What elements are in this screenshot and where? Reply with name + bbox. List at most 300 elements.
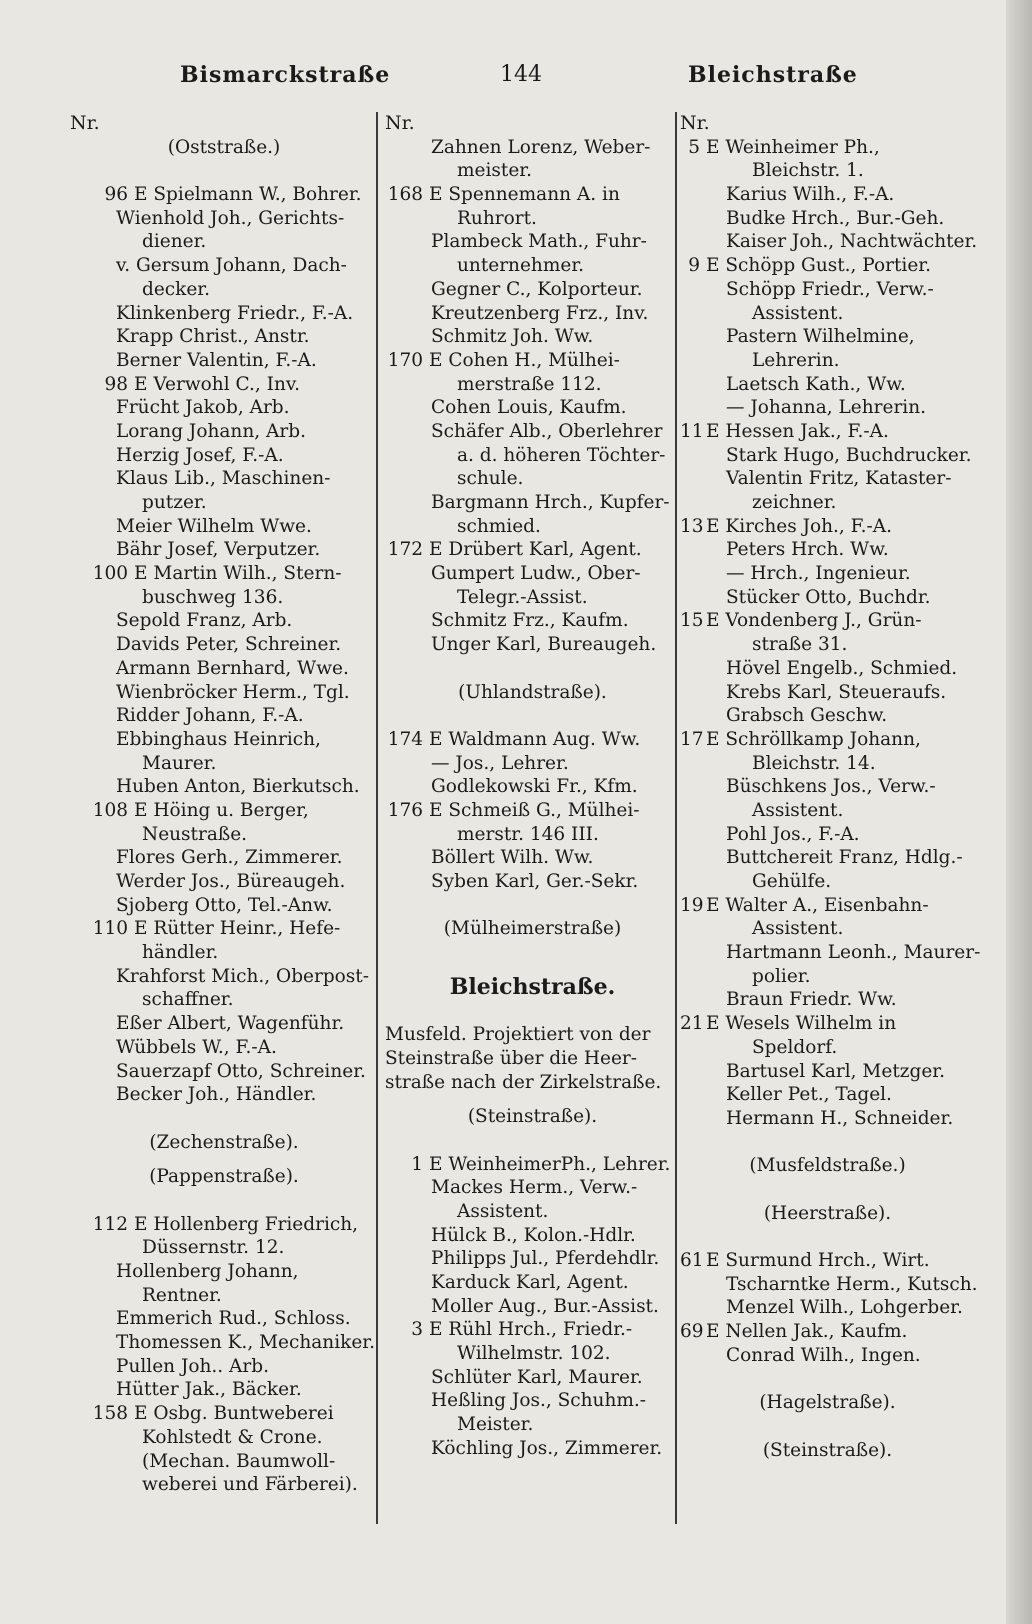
spacer xyxy=(385,1129,680,1153)
entry-text: — Johanna, Lehrerin. xyxy=(726,397,926,419)
house-number: 170 xyxy=(387,349,423,371)
entry-text: (Musfeldstraße.) xyxy=(749,1155,906,1177)
resident-entry xyxy=(680,988,975,1012)
resident-entry xyxy=(70,325,378,349)
resident-entry xyxy=(680,302,975,326)
house-entry xyxy=(70,799,378,823)
entry-text: decker. xyxy=(142,278,211,300)
entry-text: Schmitz Joh. Ww. xyxy=(431,326,594,348)
house-entry xyxy=(70,917,378,941)
house-number: 98 xyxy=(104,373,128,395)
resident-entry xyxy=(70,941,378,965)
house-number: 61 xyxy=(680,1250,704,1271)
entry-text: Bähr Josef, Verputzer. xyxy=(116,539,321,561)
entry-text: Assistent. xyxy=(457,1200,549,1222)
spacer xyxy=(680,1367,975,1391)
entry-text: meister. xyxy=(457,160,532,182)
house-number: 168 xyxy=(387,184,423,206)
entry-text: (Heerstraße). xyxy=(763,1202,892,1224)
resident-entry xyxy=(70,1450,378,1474)
street-heading xyxy=(385,681,680,705)
entry-text: Valentin Fritz, Kataster- xyxy=(726,468,952,490)
entry-text: schmied. xyxy=(457,515,541,537)
entry-text: — Hrch., Ingenieur. xyxy=(726,563,911,585)
resident-entry xyxy=(680,586,975,610)
spacer xyxy=(385,999,680,1023)
entry-text: Hövel Engelb., Schmied. xyxy=(726,657,958,679)
entry-text: Gumpert Ludw., Ober- xyxy=(431,563,641,585)
entry-text: Sepold Franz, Arb. xyxy=(116,610,293,632)
house-number: 17 xyxy=(680,728,704,750)
entry-text: E Vondenberg J., Grün- xyxy=(706,610,922,632)
entry-text: Keller Pet., Tagel. xyxy=(726,1084,892,1106)
entry-text: E Hessen Jak., F.-A. xyxy=(706,420,889,442)
resident-entry xyxy=(70,894,378,918)
entry-text: schule. xyxy=(457,468,524,490)
entry-text: E Spielmann W., Bohrer. xyxy=(134,184,362,206)
spacer xyxy=(385,1094,680,1105)
entry-text: Berner Valentin, F.-A. xyxy=(116,349,317,371)
entry-text: E Schmeiß G., Mülhei- xyxy=(429,799,640,821)
resident-entry xyxy=(70,254,378,278)
entry-text: Ridder Johann, F.-A. xyxy=(116,705,304,727)
resident-entry xyxy=(680,1344,975,1368)
house-number: 158 xyxy=(92,1403,128,1425)
house-entry xyxy=(385,349,680,373)
entry-text: Assistent. xyxy=(752,918,844,940)
entry-text: Telegr.-Assist. xyxy=(457,586,588,608)
resident-entry xyxy=(680,681,975,705)
resident-entry xyxy=(70,657,378,681)
resident-entry xyxy=(385,230,680,254)
resident-entry xyxy=(385,1342,680,1366)
resident-entry xyxy=(70,752,378,776)
resident-entry xyxy=(680,799,975,823)
street-heading xyxy=(385,973,680,1000)
entry-text: a. d. höheren Töchter- xyxy=(457,444,666,466)
entry-text: Budke Hrch., Bur.-Geh. xyxy=(726,207,945,229)
resident-entry xyxy=(385,207,680,231)
house-number: 5 xyxy=(688,136,700,158)
header-right-street: Bleichstraße xyxy=(688,62,858,88)
entry-text: Düssernstr. 12. xyxy=(142,1237,285,1259)
entry-text: Speldorf. xyxy=(752,1036,838,1058)
entry-text: E Schröllkamp Johann, xyxy=(706,728,921,750)
resident-entry xyxy=(385,1437,680,1461)
house-entry xyxy=(70,183,378,207)
entry-text: Conrad Wilh., Ingen. xyxy=(726,1344,921,1366)
resident-entry xyxy=(385,1071,680,1095)
house-number: 110 xyxy=(92,918,128,940)
resident-entry xyxy=(385,159,680,183)
resident-entry xyxy=(70,538,378,562)
entry-text: (Zechenstraße). xyxy=(149,1131,299,1153)
entry-text: Ruhrort. xyxy=(457,207,537,229)
resident-entry xyxy=(680,1107,975,1131)
house-number: 13 xyxy=(680,515,704,537)
spacer xyxy=(385,704,680,728)
scan-edge xyxy=(1006,0,1032,1624)
resident-entry xyxy=(680,491,975,515)
resident-entry xyxy=(680,704,975,728)
resident-entry xyxy=(680,538,975,562)
entry-text: merstraße 112. xyxy=(457,373,602,395)
entry-text: Hermann H., Schneider. xyxy=(726,1107,954,1129)
resident-entry xyxy=(70,846,378,870)
resident-entry xyxy=(70,1426,378,1450)
house-entry xyxy=(680,894,975,918)
entry-text: E WeinheimerPh., Lehrer. xyxy=(429,1153,671,1175)
resident-entry xyxy=(680,373,975,397)
entry-text: Assistent. xyxy=(752,799,844,821)
street-heading xyxy=(385,917,680,941)
entry-text: Zahnen Lorenz, Weber- xyxy=(431,136,651,158)
column-1 xyxy=(70,112,378,1497)
entry-text: Grabsch Geschw. xyxy=(726,705,888,727)
resident-entry xyxy=(70,396,378,420)
entry-text: E Walter A., Eisenbahn- xyxy=(706,894,929,916)
entry-text: Meier Wilhelm Wwe. xyxy=(116,515,312,537)
entry-text: Becker Joh., Händler. xyxy=(116,1084,317,1106)
resident-entry xyxy=(70,467,378,491)
entry-text: Bargmann Hrch., Kupfer- xyxy=(431,492,670,513)
entry-text: Assistent. xyxy=(752,302,844,324)
house-entry xyxy=(680,1249,975,1273)
resident-entry xyxy=(385,278,680,302)
house-number: 172 xyxy=(387,539,423,561)
entry-text: Menzel Wilh., Lohgerber. xyxy=(726,1297,963,1319)
resident-entry xyxy=(70,515,378,539)
entry-text: (Uhlandstraße). xyxy=(458,681,607,703)
entry-text: E Osbg. Buntweberei xyxy=(134,1403,334,1425)
resident-entry xyxy=(70,278,378,302)
entry-text: Peters Hrch. Ww. xyxy=(726,539,889,561)
resident-entry xyxy=(385,1224,680,1248)
street-heading xyxy=(680,1439,975,1463)
resident-entry xyxy=(680,1273,978,1297)
street-heading xyxy=(680,1391,975,1415)
entry-text: E Schöpp Gust., Portier. xyxy=(706,255,931,277)
resident-entry xyxy=(70,491,378,515)
entry-text: Köchling Jos., Zimmerer. xyxy=(431,1437,663,1459)
entry-text: Thomessen K., Mechaniker. xyxy=(116,1332,375,1354)
entry-text: straße nach der Zirkelstraße. xyxy=(385,1071,662,1093)
resident-entry xyxy=(385,562,680,586)
entry-text: putzer. xyxy=(142,492,207,513)
spacer xyxy=(70,1189,378,1213)
resident-entry xyxy=(680,870,975,894)
entry-text: Eßer Albert, Wagenführ. xyxy=(116,1013,345,1035)
house-entry xyxy=(680,1012,975,1036)
entry-text: Schlüter Karl, Maurer. xyxy=(431,1366,643,1388)
house-entry xyxy=(680,1320,975,1344)
resident-entry xyxy=(680,444,975,468)
resident-entry xyxy=(70,586,378,610)
entry-text: Armann Bernhard, Wwe. xyxy=(116,657,349,679)
entry-text: E Waldmann Aug. Ww. xyxy=(429,728,641,750)
entry-text: Kaiser Joh., Nachtwächter. xyxy=(726,231,978,253)
house-entry xyxy=(385,1318,680,1342)
resident-entry xyxy=(385,396,680,420)
entry-text: E Cohen H., Mülhei- xyxy=(429,349,620,371)
entry-text: Emmerich Rud., Schloss. xyxy=(116,1308,351,1330)
resident-entry xyxy=(680,349,975,373)
entry-text: — Jos., Lehrer. xyxy=(431,752,569,774)
resident-entry xyxy=(70,870,378,894)
entry-text: Wienbröcker Herm., Tgl. xyxy=(116,681,350,703)
resident-entry xyxy=(680,775,975,799)
resident-entry xyxy=(385,1389,680,1413)
entry-text: händler. xyxy=(142,942,219,964)
resident-entry xyxy=(70,988,378,1012)
entry-text: E Hollenberg Friedrich, xyxy=(134,1213,359,1235)
entry-text: Schäfer Alb., Oberlehrer xyxy=(431,420,663,442)
entry-text: E Spennemann A. in xyxy=(429,184,620,206)
street-heading xyxy=(680,1202,975,1226)
house-number: 21 xyxy=(680,1013,704,1035)
resident-entry xyxy=(680,183,975,207)
resident-entry xyxy=(680,1036,975,1060)
entry-text: Kohlstedt & Crone. xyxy=(142,1426,323,1448)
entry-text: (Steinstraße). xyxy=(467,1106,598,1128)
entry-text: merstr. 146 III. xyxy=(457,823,599,845)
entry-text: Tscharntke Herm., Kutsch. xyxy=(726,1273,978,1295)
column-nr-label: Nr. xyxy=(680,112,710,134)
column-2 xyxy=(385,112,680,1461)
resident-entry xyxy=(385,373,680,397)
resident-entry xyxy=(680,159,975,183)
entry-text: Böllert Wilh. Ww. xyxy=(431,847,594,869)
resident-entry xyxy=(385,775,680,799)
house-number: 1 xyxy=(411,1153,423,1175)
house-number: 174 xyxy=(387,728,423,750)
resident-entry xyxy=(70,444,378,468)
entry-text: Musfeld. Projektiert von der xyxy=(385,1024,651,1046)
resident-entry xyxy=(385,752,680,776)
spacer xyxy=(680,1225,975,1249)
entry-text: Hollenberg Johann, xyxy=(116,1261,299,1282)
entry-text: Werder Jos., Büreaugeh. xyxy=(116,871,346,892)
resident-entry xyxy=(385,1413,680,1437)
entry-text: Stark Hugo, Buchdrucker. xyxy=(726,444,972,466)
entry-text: Karduck Karl, Agent. xyxy=(431,1272,629,1293)
house-entry xyxy=(385,799,680,823)
entry-text: Plambeck Math., Fuhr- xyxy=(431,231,647,253)
resident-entry xyxy=(70,704,378,728)
entry-text: Cohen Louis, Kaufm. xyxy=(431,397,627,419)
spacer xyxy=(385,657,680,681)
entry-text: Davids Peter, Schreiner. xyxy=(116,634,342,656)
entry-text: Kreutzenberg Frz., Inv. xyxy=(431,302,649,324)
page-number: 144 xyxy=(500,62,542,87)
entry-text: (Oststraße.) xyxy=(167,136,281,158)
resident-entry xyxy=(385,586,680,610)
entry-text: zeichner. xyxy=(752,492,837,513)
entry-text: Krahforst Mich., Oberpost- xyxy=(116,965,369,987)
entry-text: (Steinstraße). xyxy=(762,1439,893,1461)
entry-text: Wienhold Joh., Gerichts- xyxy=(116,207,345,229)
house-entry xyxy=(385,538,680,562)
resident-entry xyxy=(680,752,975,776)
column-nr-label: Nr. xyxy=(385,112,415,134)
entry-text: Bleichstr. 14. xyxy=(752,752,876,774)
house-number: 108 xyxy=(92,799,128,821)
house-entry xyxy=(385,183,680,207)
entry-text: Lorang Johann, Arb. xyxy=(116,420,306,442)
entry-text: Moller Aug., Bur.-Assist. xyxy=(431,1295,659,1317)
resident-entry xyxy=(70,1473,378,1497)
resident-entry xyxy=(680,917,975,941)
entry-text: Flores Gerh., Zimmerer. xyxy=(116,847,343,869)
resident-entry xyxy=(680,325,975,349)
entry-text: E Drübert Karl, Agent. xyxy=(429,539,642,561)
resident-entry xyxy=(385,491,680,515)
entry-text: Philipps Jul., Pferdehdlr. xyxy=(431,1248,660,1270)
street-heading xyxy=(70,136,378,160)
entry-text: Buttchereit Franz, Hdlg.- xyxy=(726,847,963,869)
resident-entry xyxy=(70,420,378,444)
entry-text: Pastern Wilhelmine, xyxy=(726,326,915,348)
spacer xyxy=(70,159,378,183)
column-nr-label: Nr. xyxy=(70,112,100,134)
resident-entry xyxy=(70,728,378,752)
spacer xyxy=(70,1154,378,1165)
resident-entry xyxy=(385,609,680,633)
entry-text: polier. xyxy=(752,965,811,987)
entry-text: E Martin Wilh., Stern- xyxy=(134,563,342,585)
spacer xyxy=(680,1178,975,1202)
entry-text: Bleichstraße. xyxy=(449,973,616,1000)
resident-entry xyxy=(70,1060,378,1084)
resident-entry xyxy=(680,1296,975,1320)
resident-entry xyxy=(385,1295,680,1319)
resident-entry xyxy=(680,965,975,989)
house-entry xyxy=(680,254,975,278)
entry-text: Mackes Herm., Verw.- xyxy=(431,1177,638,1199)
entry-text: E Wesels Wilhelm in xyxy=(706,1013,897,1035)
house-number: 11 xyxy=(680,420,704,442)
resident-entry xyxy=(70,1012,378,1036)
resident-entry xyxy=(70,965,378,989)
resident-entry xyxy=(70,633,378,657)
house-entry xyxy=(70,1213,378,1237)
resident-entry xyxy=(385,254,680,278)
entry-text: buschweg 136. xyxy=(142,586,284,608)
resident-entry xyxy=(70,823,378,847)
entry-text: Laetsch Kath., Ww. xyxy=(726,373,906,395)
street-heading xyxy=(680,1154,975,1178)
entry-text: E Surmund Hrch., Wirt. xyxy=(706,1250,930,1271)
entry-text: Schmitz Frz., Kaufm. xyxy=(431,610,629,632)
resident-entry xyxy=(70,775,378,799)
house-entry xyxy=(70,373,378,397)
entry-text: E Höing u. Berger, xyxy=(134,799,309,821)
entry-text: schaffner. xyxy=(142,989,234,1011)
entry-text: Wübbels W., F.-A. xyxy=(116,1036,277,1058)
house-entry xyxy=(70,562,378,586)
resident-entry xyxy=(680,657,975,681)
resident-entry xyxy=(680,1060,975,1084)
spacer xyxy=(680,1131,975,1155)
entry-text: Unger Karl, Bureaugeh. xyxy=(431,634,657,656)
entry-text: Huben Anton, Bierkutsch. xyxy=(116,776,360,798)
house-number: 96 xyxy=(104,184,128,206)
entry-text: Steinstraße über die Heer- xyxy=(385,1047,638,1069)
house-number: 15 xyxy=(680,610,704,632)
resident-entry xyxy=(680,230,978,254)
resident-entry xyxy=(70,681,378,705)
resident-entry xyxy=(70,1331,378,1355)
resident-entry xyxy=(385,136,680,160)
house-entry xyxy=(70,1402,378,1426)
resident-entry xyxy=(385,1023,680,1047)
house-number: 176 xyxy=(387,799,423,821)
entry-text: (Mülheimerstraße) xyxy=(443,918,622,940)
entry-text: Hartmann Leonh., Maurer- xyxy=(726,942,981,964)
entry-text: diener. xyxy=(142,231,207,253)
street-heading xyxy=(385,1105,680,1129)
entry-text: Krapp Christ., Anstr. xyxy=(116,326,310,348)
entry-text: Hülck B., Kolon.-Hdlr. xyxy=(431,1224,636,1246)
entry-text: Meister. xyxy=(457,1414,534,1436)
entry-text: Godlekowski Fr., Kfm. xyxy=(431,776,638,798)
entry-text: Hütter Jak., Bäcker. xyxy=(116,1379,302,1401)
entry-text: Lehrerin. xyxy=(752,349,840,371)
entry-text: Pullen Joh.. Arb. xyxy=(116,1355,269,1377)
resident-entry xyxy=(680,207,975,231)
entry-text: Krebs Karl, Steueraufs. xyxy=(726,681,947,703)
resident-entry xyxy=(385,846,680,870)
resident-entry xyxy=(70,1260,378,1284)
resident-entry xyxy=(70,1378,378,1402)
entry-text: E Verwohl C., Inv. xyxy=(134,373,301,395)
entry-text: E Rütter Heinr., Hefe- xyxy=(134,918,341,940)
resident-entry xyxy=(70,1083,378,1107)
house-entry xyxy=(680,609,975,633)
house-number: 112 xyxy=(92,1213,128,1235)
resident-entry xyxy=(680,278,975,302)
entry-text: E Rühl Hrch., Friedr.- xyxy=(429,1319,633,1341)
resident-entry xyxy=(70,207,378,231)
resident-entry xyxy=(385,1271,680,1295)
entry-text: Klinkenberg Friedr., F.-A. xyxy=(116,302,354,324)
entry-text: Maurer. xyxy=(142,752,217,774)
spacer xyxy=(680,1415,975,1439)
resident-entry xyxy=(385,515,680,539)
house-entry xyxy=(680,136,975,160)
house-entry xyxy=(680,728,975,752)
entry-text: Rentner. xyxy=(142,1284,222,1306)
entry-text: Ebbinghaus Heinrich, xyxy=(116,728,321,750)
entry-text: (Mechan. Baumwoll- xyxy=(142,1450,336,1472)
resident-entry xyxy=(680,396,975,420)
resident-entry xyxy=(680,823,975,847)
spacer xyxy=(70,1107,378,1131)
house-number: 3 xyxy=(411,1319,423,1341)
resident-entry xyxy=(385,1247,680,1271)
entry-text: E Kirches Joh., F.-A. xyxy=(706,515,893,537)
entry-text: Bartusel Karl, Metzger. xyxy=(726,1060,945,1082)
header-left-street: Bismarckstraße xyxy=(180,62,391,88)
resident-entry xyxy=(385,1366,680,1390)
house-entry xyxy=(680,420,975,444)
resident-entry xyxy=(70,1036,378,1060)
resident-entry xyxy=(680,846,975,870)
resident-entry xyxy=(70,1284,378,1308)
entry-text: Wilhelmstr. 102. xyxy=(457,1343,611,1365)
resident-entry xyxy=(70,1355,378,1379)
entry-text: Braun Friedr. Ww. xyxy=(726,989,897,1011)
